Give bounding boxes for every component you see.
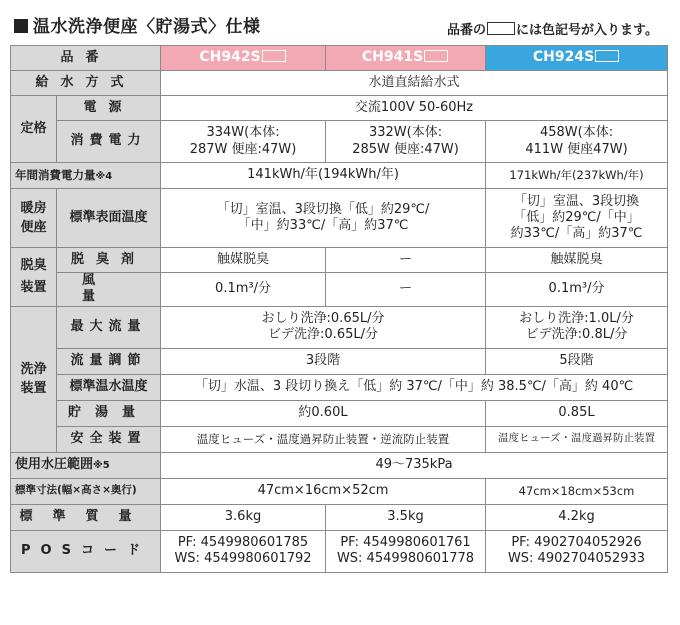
value-hyomen-12: 「切」室温、3段切換「低」約29℃/ 「中」約33℃/「高」約37℃ <box>161 189 486 248</box>
value-dasshuzai-941: ー <box>326 248 486 273</box>
label-shitsuryo: 標準質量 <box>11 504 161 530</box>
label-furyo: 風量 <box>57 273 161 307</box>
label-dasshu: 脱臭装置 <box>11 248 57 307</box>
blank-box-icon <box>262 50 286 62</box>
value-shohi-924: 458W(本体: 411W 便座47W) <box>486 121 668 163</box>
value-ryuryo-924: 5段階 <box>486 348 668 374</box>
model-ch942s: CH942S <box>161 46 326 71</box>
value-ryuryo-12: 3段階 <box>161 348 486 374</box>
value-shitsuryo-941: 3.5kg <box>326 504 486 530</box>
value-shohi-942: 334W(本体: 287W 便座:47W) <box>161 121 326 163</box>
label-saidai: 最大流量 <box>57 306 161 348</box>
table-row <box>11 400 668 426</box>
table-row <box>11 71 668 96</box>
table-row <box>11 248 668 273</box>
value-dasshuzai-924: 触媒脱臭 <box>486 248 668 273</box>
color-code-note <box>447 19 658 38</box>
label-hyomen: 標準表面温度 <box>57 189 161 248</box>
value-pos-924: PF: 4902704052926 WS: 4902704052933 <box>486 530 668 572</box>
blank-box-icon <box>424 50 448 62</box>
value-sunpo-924: 47cm×18cm×53cm <box>486 478 668 504</box>
value-furyo-941: ー <box>326 273 486 307</box>
value-shohi-941: 332W(本体: 285W 便座:47W) <box>326 121 486 163</box>
value-pos-942: PF: 4549980601785 WS: 4549980601792 <box>161 530 326 572</box>
value-pos-941: PF: 4549980601761 WS: 4549980601778 <box>326 530 486 572</box>
label-shohi: 消費電力 <box>57 121 161 163</box>
value-shitsuryo-924: 4.2kg <box>486 504 668 530</box>
value-anzen-924: 温度ヒューズ・温度過昇防止装置 <box>486 426 668 452</box>
value-saidai-924: おしり洗浄:1.0L/分 ビデ洗浄:0.8L/分 <box>486 306 668 348</box>
table-row <box>11 452 668 478</box>
value-sunpo-12: 47cm×16cm×52cm <box>161 478 486 504</box>
note-before: 品番の <box>447 23 487 38</box>
label-senjo: 洗浄装置 <box>11 306 57 452</box>
label-nenkan: 年間消費電力量※4 <box>11 163 161 189</box>
label-kyusui: 給水方式 <box>11 71 161 96</box>
value-saidai-12: おしり洗浄:0.65L/分 ビデ洗浄:0.65L/分 <box>161 306 486 348</box>
value-chotou-924: 0.85L <box>486 400 668 426</box>
page-title <box>14 12 261 37</box>
blank-box-icon <box>487 22 515 35</box>
value-shitsuryo-942: 3.6kg <box>161 504 326 530</box>
value-hyomen-924: 「切」室温、3段切換 「低」約29℃/「中」 約33℃/「高」約37℃ <box>486 189 668 248</box>
label-sunpo: 標準寸法(幅×高さ×奥行) <box>11 478 161 504</box>
label-ryuryo: 流量調節 <box>57 348 161 374</box>
spec-table <box>10 45 668 573</box>
table-row <box>11 348 668 374</box>
table-row <box>11 189 668 248</box>
label-dengen: 電源 <box>57 96 161 121</box>
table-row <box>11 163 668 189</box>
value-kyusui: 水道直結給水式 <box>161 71 668 96</box>
label-teikaku: 定格 <box>11 96 57 163</box>
label-hinban: 品番 <box>11 46 161 71</box>
value-suiatsu: 49〜735kPa <box>161 452 668 478</box>
table-row <box>11 273 668 307</box>
label-onsui: 標準温水温度 <box>57 374 161 400</box>
table-row <box>11 96 668 121</box>
label-anzen: 安全装置 <box>57 426 161 452</box>
table-row <box>11 306 668 348</box>
value-anzen-12: 温度ヒューズ・温度過昇防止装置・逆流防止装置 <box>161 426 486 452</box>
value-onsui: 「切」水温、3 段切り換え「低」約 37℃/「中」約 38.5℃/「高」約 40℃ <box>161 374 668 400</box>
label-pos: POSコード <box>11 530 161 572</box>
table-row <box>11 426 668 452</box>
value-furyo-942: 0.1m³/分 <box>161 273 326 307</box>
square-bullet-icon <box>14 19 28 33</box>
note-after: には色記号が入ります。 <box>516 23 658 38</box>
table-row <box>11 121 668 163</box>
model-ch941s: CH941S <box>326 46 486 71</box>
value-nenkan-924: 171kWh/年(237kWh/年) <box>486 163 668 189</box>
table-row <box>11 504 668 530</box>
table-row <box>11 374 668 400</box>
title-text: 温水洗浄便座〈貯湯式〉仕様 <box>33 17 261 37</box>
table-row <box>11 46 668 71</box>
blank-box-icon <box>595 50 619 62</box>
label-suiatsu: 使用水圧範囲※5 <box>11 452 161 478</box>
label-chotou: 貯湯量 <box>57 400 161 426</box>
table-row <box>11 530 668 572</box>
value-chotou-12: 約0.60L <box>161 400 486 426</box>
value-dengen: 交流100V 50-60Hz <box>161 96 668 121</box>
label-danbo: 暖房便座 <box>11 189 57 248</box>
value-furyo-924: 0.1m³/分 <box>486 273 668 307</box>
value-nenkan-12: 141kWh/年(194kWh/年) <box>161 163 486 189</box>
table-row <box>11 478 668 504</box>
label-dasshuzai: 脱臭剤 <box>57 248 161 273</box>
value-dasshuzai-942: 触媒脱臭 <box>161 248 326 273</box>
model-ch924s: CH924S <box>486 46 668 71</box>
